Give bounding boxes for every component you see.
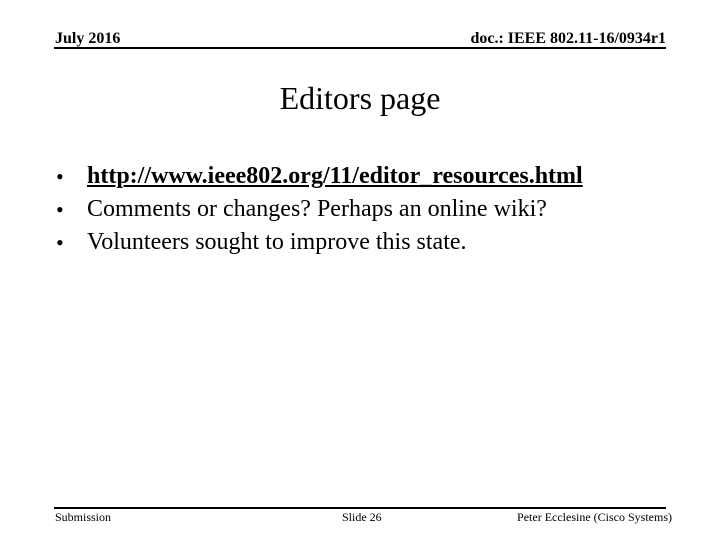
editor-resources-link[interactable]: http://www.ieee802.org/11/editor_resources.html [87, 163, 583, 189]
bullet-item-link [56, 160, 696, 193]
footer-slide-number: Slide 26 [342, 510, 382, 524]
bullet-item-comments [56, 193, 696, 226]
footer-divider [54, 507, 666, 509]
footer-author: Peter Ecclesine (Cisco Systems) [517, 510, 672, 524]
bullet-icon: • [56, 164, 64, 189]
header-doc-id: doc.: IEEE 802.11-16/0934r1 [470, 30, 666, 47]
bullet-text: Volunteers sought to improve this state. [87, 229, 467, 255]
slide-title: Editors page [279, 80, 441, 116]
bullet-text: Comments or changes? Perhaps an online wiki? [87, 196, 547, 222]
bullet-list [56, 160, 696, 259]
footer-submission: Submission [55, 510, 112, 524]
bullet-item-volunteers [56, 226, 696, 259]
bullet-icon: • [56, 230, 64, 255]
header-date: July 2016 [55, 30, 121, 47]
header-divider [54, 47, 666, 49]
bullet-icon: • [56, 197, 64, 222]
